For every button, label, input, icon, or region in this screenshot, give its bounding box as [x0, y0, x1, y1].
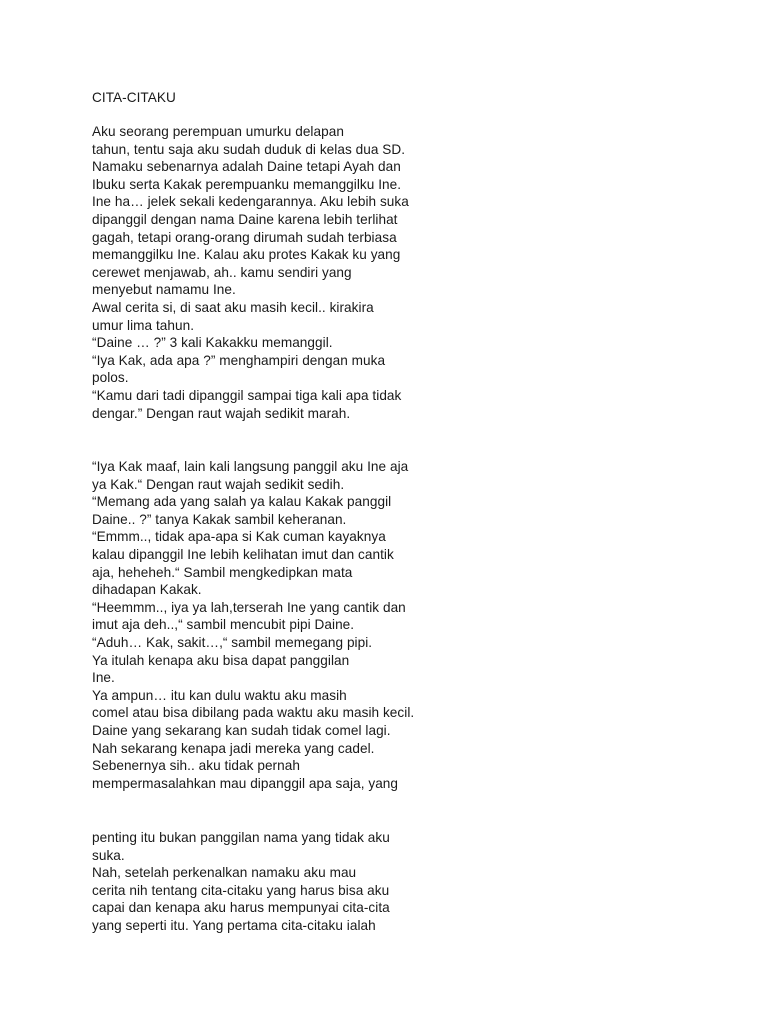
text-line: yang seperti itu. Yang pertama cita-citaku ialah [92, 917, 376, 933]
text-line: capai dan kenapa aku harus mempunyai cita-cita [92, 900, 390, 916]
text-line: “Daine … ?” 3 kali Kakakku memanggil. [92, 335, 333, 351]
text-line: Nah sekarang kenapa jadi mereka yang cadel. [92, 740, 375, 756]
paragraph-block-1 [92, 123, 692, 422]
text-line: Aku seorang perempuan umurku delapan [92, 124, 344, 139]
text-line: Ibuku serta Kakak perempuanku memanggilku Ine. [92, 176, 402, 192]
text-line: Ine ha… jelek sekali kedengarannya. Aku lebih suka [92, 194, 409, 210]
text-line: aja, heheheh.“ Sambil mengkedipkan mata [92, 564, 353, 580]
document-title: CITA-CITAKU [92, 90, 176, 105]
text-line: dipanggil dengan nama Daine karena lebih terlihat [92, 211, 398, 227]
text-line: Daine yang sekarang kan sudah tidak comel lagi. [92, 722, 391, 738]
text-line: imut aja deh..,“ sambil mencubit pipi Daine. [92, 617, 355, 633]
text-line: gagah, tetapi orang-orang dirumah sudah terbiasa [92, 229, 397, 245]
text-line: Namaku sebenarnya adalah Daine tetapi Ayah dan [92, 159, 401, 175]
text-line: Ya ampun… itu kan dulu waktu aku masih [92, 687, 347, 703]
text-line: Ya itulah kenapa aku bisa dapat panggilan [92, 652, 350, 668]
text-line: kalau dipanggil Ine lebih kelihatan imut dan cantik [92, 546, 394, 562]
text-line: “Iya Kak, ada apa ?” menghampiri dengan muka [92, 352, 386, 368]
text-line: Ine. [92, 670, 115, 686]
text-line: menyebut namamu Ine. [92, 282, 236, 298]
text-line: Daine.. ?” tanya Kakak sambil keheranan. [92, 511, 347, 527]
text-line: cerewet menjawab, ah.. kamu sendiri yang [92, 264, 352, 280]
text-line: Nah, setelah perkenalkan namaku aku mau [92, 865, 357, 881]
paragraph-block-2 [92, 458, 692, 792]
text-line: memanggilku Ine. Kalau aku protes Kakak ku yang [92, 247, 401, 263]
text-line: tahun, tentu saja aku sudah duduk di kelas dua SD. [92, 141, 406, 157]
text-line: ya Kak.“ Dengan raut wajah sedikit sedih. [92, 476, 345, 492]
text-line: suka. [92, 847, 125, 863]
text-line: “Iya Kak maaf, lain kali langsung panggil aku Ine aja [92, 459, 409, 474]
text-line: “Memang ada yang salah ya kalau Kakak panggil [92, 494, 392, 510]
text-line: penting itu bukan panggilan nama yang tidak aku [92, 830, 390, 845]
text-line: Awal cerita si, di saat aku masih kecil.. kirakira [92, 299, 374, 315]
text-line: “Heemmm.., iya ya lah,terserah Ine yang cantik dan [92, 599, 406, 615]
text-line: umur lima tahun. [92, 317, 195, 333]
text-line: dihadapan Kakak. [92, 582, 202, 598]
text-line: comel atau bisa dibilang pada waktu aku masih kecil. [92, 705, 415, 721]
text-line: dengar.” Dengan raut wajah sedikit marah. [92, 405, 351, 421]
text-line: cerita nih tentang cita-citaku yang harus bisa aku [92, 882, 390, 898]
text-line: “Emmm.., tidak apa-apa si Kak cuman kayaknya [92, 529, 386, 545]
text-line: “Aduh… Kak, sakit…,“ sambil memegang pipi. [92, 634, 373, 650]
paragraph-block-3 [92, 829, 692, 935]
text-line: “Kamu dari tadi dipanggil sampai tiga kali apa tidak [92, 387, 402, 403]
text-line: Sebenernya sih.. aku tidak pernah [92, 758, 300, 774]
text-line: mempermasalahkan mau dipanggil apa saja, yang [92, 775, 399, 791]
text-line: polos. [92, 370, 129, 386]
